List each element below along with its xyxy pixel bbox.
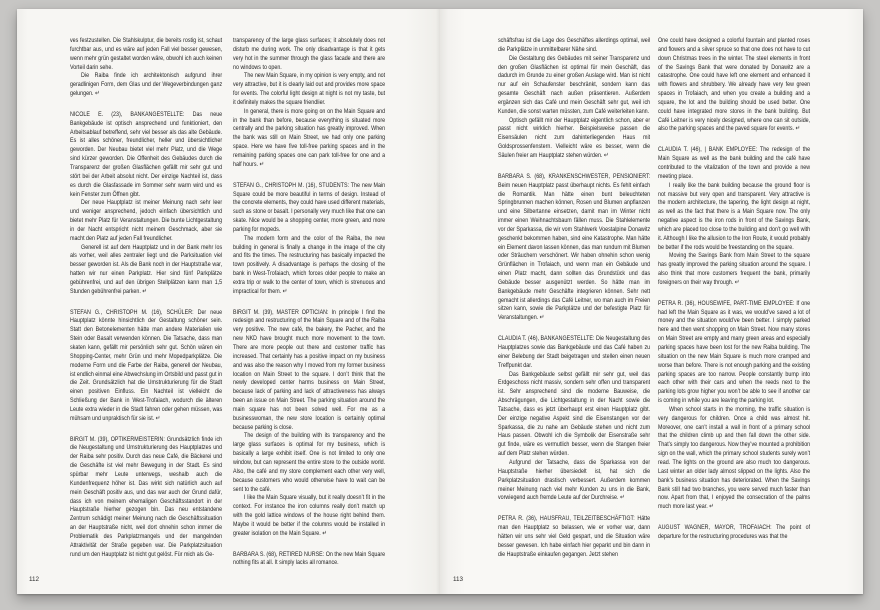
paragraph: schäftsfrau ist die Lage des Geschäftes allerdings optimal, weil die Parkplätze in unmittelbarer Nähe sind. [498, 37, 651, 53]
paragraph: AUGUST WAGNER, MAYOR, TROFAIACH: The point of departure for the restructuring procedures was that the [658, 524, 811, 540]
paragraph: Moving the Savings Bank from Main Street to the square has greatly improved the parking situation around the square. I also think that more customers frequent the bank, primarily foreigners on their way through. ↵ [658, 252, 811, 286]
text-column-english-right [658, 37, 810, 578]
paragraph: The new Main Square, in my opinion is very empty, and not very attractive, but it is clearly laid out and provides more space for events. The colorful light design at night is not my taste, but it definitely makes the square friendlier. [233, 72, 386, 106]
page-113 [440, 9, 863, 594]
paragraph: Das Bankgebäude selbst gefällt mir sehr gut, weil das Erdgeschoss nicht massiv, sondern sehr offen und transparent ist. Sehr ansprechend sind die moderne Bauweise, die Abschrägungen, die Lichtgestaltung in der Nacht sowie die Tatsache, dass es jetzt überhaupt erst einen Hauptplatz gibt. Der einzige negative Aspekt sind die Eisenstangen vor der Sparkassa, die zu nahe am Gebäude stehen und nicht zum Haus passen. Obwohl ich die Symbolik der Eisenstraße sehr gut finde, wäre es vermutlich besser, wenn die Stangen freier auf dem Platz stehen würden. [498, 370, 651, 458]
paragraph: STEFAN G., CHRISTOPH M. (16), STUDENTS: The new Main Square could be more beautiful in terms of design. Instead of the concrete elements, they could have used different materials, such as stone or basalt. I personally very much like that one can skate. Nice would be a shopping center, more green, and more parking for mopeds. [233, 181, 386, 233]
text-column-german-left [70, 37, 222, 578]
page-number-left: 112 [29, 576, 40, 583]
paragraph: ves festzustellen. Die Stahlskulptur, die bereits rostig ist, schaut furchtbar aus, und es wäre auf jeden Fall viel besser gewesen, wenn mehr grün gestaltet worden wäre, obwohl ich auch keinen Vorteil darin sehe. [70, 37, 223, 71]
paragraph: BARBARA S. (68), RETIRED NURSE: On the new Main Square nothing fits at all. It simply lacks all romance. [233, 550, 386, 567]
text-column-english-left [233, 37, 385, 578]
paragraph: PETRA R. (36), HAUSFRAU, TEILZEITBESCHÄFTIGT: Hätte man den Hauptplatz so belassen, wie er vorher war, dann hätten wir uns sehr viel Geld gespart, und die Situation wäre besser gewesen. Ich habe einfach hier geparkt und bin dann in die Hauptstraße einkaufen gegangen. Jetzt stehen [498, 515, 651, 558]
paragraph: CLAUDIA T. (46), | BANK EMPLOYEE: The redesign of the Main Square as well as the bank building and the café have contributed to the vitalization of the town and provide a new meeting place. [658, 146, 811, 180]
paragraph: In general, there is more going on on the Main Square and in the bank than before, because everything is situated more centrally and the parking situation has greatly improved. When the bank was still on Main Street, we had only one parking space. Here we have five toll-free parking spaces and in the remaining parking spaces one can park toll-free for one and a half hours. ↵ [233, 107, 386, 168]
paragraph: Generell ist auf dem Hauptplatz und in der Bank mehr los als vorher, weil alles zentraler liegt und die Parksituation viel besser geworden ist. Als die Bank noch in der Hauptstraße war, hatten wir nur einen Parkplatz. Hier sind fünf Parkplätze gebührenfrei, und auf den übrigen Stellplätzen kann man 1,5 Stunden gebührenfrei parken. ↵ [70, 243, 223, 295]
paragraph: PETRA R. (36), HOUSEWIFE, PART-TIME EMPLOYEE: If one had left the Main Square as it was, we would’ve saved a lot of money and the situation would’ve been better. I simply parked here and then went shopping on Main Street. Now many stores on Main Street are empty and many green areas and especially parking spaces have been lost for the new Raiba building. The situation on the new Main Square is much more cramped and worse than before. There is not enough parking and the existing parking spaces are too narrow. People constantly bump into each other with their cars and when the reeds next to the parking lots grow higher you won’t be able to see if another car is coming in while you are leaving the parking lot. [658, 299, 811, 405]
paragraph: Aufgrund der Tatsache, dass die Sparkassa von der Hauptstraße hierher übersiedelt ist, hat sich die Parkplatzsituation drastisch verbessert. Außerdem kommen meiner Meinung nach viel mehr Kunden zu uns in die Bank, vorwiegend auch fremde Leute auf der Durchreise. ↵ [498, 458, 651, 502]
paragraph: One could have designed a colorful fountain and planted roses and flowers and a silver spruce so that one does not have to cut down Christmas trees in the winter. The steel elements in front of the Savings Bank that were donated by Donawitz are a catastrophe. One could have left one element and enhanced it with flowers and shrubbery. We already have very few green spaces in Trofaiach, and when you create a building and a square, the lot and the building should be used better. One could have integrated more stores in the bank building. But Café Leitner is very nicely designed, where one can sit outside, also the parking spaces and the paved square for events. ↵ [658, 37, 811, 133]
paragraph: transparency of the large glass surfaces; it absolutely does not disturb me during work. The only disadvantage is that it gets very hot in the summer through the glass facade and there are no windows to open. [233, 37, 386, 71]
page-112 [17, 9, 440, 594]
paragraph: I really like the bank building because the ground floor is not massive but very open and transparent. Very attractive is the modern architecture, the tapering, the light design at night, as well as the fact that there is a Main Square now. The only negative aspect is the iron rods in front of the Savings Bank, which are placed too close to the building and don’t go well with it. Although I like the allusion to the Iron Route, it would probably be better if the rods would be freestanding on the square. [658, 181, 811, 251]
paragraph: Die Raiba finde ich architektonisch aufgrund ihrer geradlinigen Form, dem Glas und der Wegeverbindungen ganz gelungen. ↵ [70, 72, 223, 98]
paragraph: NICOLE E. (23), BANKANGESTELLTE: Das neue Bankgebäude ist optisch ansprechend und funktioniert, den Arbeitsablauf betreffend, sehr viel besser als das alte Gebäude. Es ist alles schöner, freundlicher, heller und übersichtlicher geworden. Der Neubau bietet viel mehr Platz, und die Wege sind kürzer geworden. Die Offenheit des Gebäudes durch die Transparenz der großen Glasflächen gefällt mir sehr gut und stört bei der Arbeit absolut nicht. Der einzige Nachteil ist, dass es durch die Glasfassade im Sommer sehr warm wird und es kein Fenster zum Öffnen gibt. [70, 110, 223, 198]
open-book [17, 9, 863, 594]
page-number-right: 113 [453, 576, 464, 583]
paragraph: BARBARA S. (68), KRANKENSCHWESTER, PENSIONIERT: Beim neuen Hauptplatz passt überhaupt nichts. Es fehlt einfach die Romantik. Man hätte einen bunt beleuchteten Springbrunnen machen können, Rosen und Blumen anpflanzen und eine Silbertanne einsetzen, damit man im Winter nicht immer einen Weihnachtsbaum fällen muss. Die Stahlelemente vor der Sparkassa, die wir vom Stahlwerk Voestalpine Donawitz geschenkt bekommen haben, sind eine Katastrophe. Man hätte ein Element davon lassen können, das man rundum mit Blumen oder Sträuchern verschönert. Wir haben ohnehin schon wenig Grünflächen in Trofaiach, und wenn man ein Gebäude und einen Platz macht, dann sollten das Grundstück und das Gebäude besser ausgenützt werden. So hätte man im Bankgebäude mehr Geschäfte integrieren können. Sehr nett gemacht ist allerdings das Café Leitner, wo man auch im Freien sitzen kann, sowie die Parkplätze und der befestigte Platz für Veranstaltungen. ↵ [498, 172, 651, 322]
paragraph: BIRGIT M. (39), OPTIKERMEISTERIN: Grundsätzlich finde ich die Neugestaltung und Umstrukturierung des Hauptplatzes und der Raiba sehr positiv. Durch das neue Café, die Bäckerei und die Geschäfte ist viel mehr Bewegung in der Stadt. Es sind spürbar mehr Leute unterwegs, weshalb auch die Kundenfrequenz höher ist. Das wirkt sich natürlich auch auf mein Geschäft positiv aus, und das war auch der Grund dafür, dass ich von meinem ehemaligen Geschäftsstandort in der Hauptstraße hierher gezogen bin. Das neu entstandene Zentrum schädigt meiner Meinung nach die Geschäftssituation an der Hauptstraße nicht, weil dort ohnehin schon immer die Problematik des Parkplatzmangels und der mangelnden Attraktivität der Straße gegeben war. Die Parkplatzsituation rund um den Hauptplatz ist nicht gut gelöst. Für mich als Ge- [70, 435, 223, 558]
paragraph: BIRGIT M. (39), MASTER OPTICIAN: In principle I find the redesign and restructuring of the Main Square and of the Raiba very positive. The new café, the bakery, the Pacher, and the new NKD have brought much more movement to the town. There are more people out there and customer traffic has increased. That certainly has a positive impact on my business and was also the reason why I moved from my former business location on Main Street to the square. I don’t think that the newly developed center harms business on Main Street, because lack of parking and lack of attractiveness has always been an issue on Main Street. The parking situation around the main square has not been solved well. For me as a businesswoman, the new store location is certainly optimal because parking is close. [233, 308, 386, 431]
paragraph: The modern form and the color of the Raiba, the new building in general is finally a change in the image of the city and fits the times. The restructuring has basically impacted the town positively. A disadvantage is perhaps the closing of the bank in West-Trofaiach, which forces older people to make an extra trip or walk to the center of town, which is strenuous and impractical for them. ↵ [233, 234, 386, 295]
paragraph: Die Gestaltung des Gebäudes mit seiner Transparenz und den großen Glasflächen ist optimal für mein Geschäft, das dadurch im Grunde zu einer großen Auslage wird. Man ist nicht nur auf ein Schaufenster beschränkt, sondern kann das gesamte Geschäft nach außen präsentieren. Außerdem ergänzen sich das Café und mein Geschäft sehr gut, weil ich Kunden, die sonst warten müssten, zum Café weiterleiten kann. [498, 54, 651, 115]
paragraph: Der neue Hauptplatz ist meiner Meinung nach sehr leer und weniger ansprechend, jedoch einfach übersichtlich und bietet mehr Platz für Veranstaltungen. Die bunte Lichtgestaltung in der Nacht entspricht nicht meinem Geschmack, aber sie macht den Platz auf jeden Fall freundlicher. [70, 199, 223, 242]
paragraph: Optisch gefällt mir der Hauptplatz eigentlich schon, aber er passt nicht wirklich hierher. Beispielsweise passen die Eisensäulen nicht zum dahinterliegenden Haus mit Goldsprossenfenstern. Vielleicht wäre es besser, wenn die Säulen freier am Hauptplatz stehen würden. ↵ [498, 116, 651, 159]
paragraph: The design of the building with its transparency and the large glass surfaces is optimal for my business, which is basically a large exhibit itself. One is not limited to only one window, but can represent the entire store to the outside world. Also, the café and my store complement each other very well, because customers who would otherwise have to wait can be sent to the café. [233, 432, 386, 493]
paragraph: When school starts in the morning, the traffic situation is very dangerous for children. Once a child was almost hit. Moreover, one can’t install a wall in front of a primary school that the children climb up and then fall down the other side. That’s simply too dangerous. Now they’ve mounted a prohibition sign on the wall, which the primary school students surely won’t read. The lights on the ground are also much too dangerous. Last winter an older lady almost slipped on the lights. Also the bank’s business situation has deteriorated. When the Savings Bank still had two branches, you were served much faster than now. Apart from that, I enjoyed the consecration of the palms much more last year. ↵ [658, 405, 811, 511]
paragraph: CLAUDIA T. (46), BANKANGESTELLTE: Die Neugestaltung des Hauptplatzes sowie das Bankgebäude und das Café haben zu einer Belebung der Stadt beigetragen und stellen einen neuen Treffpunkt dar. [498, 335, 651, 369]
paragraph: I like the Main Square visually, but it really doesn’t fit in the context. For instance the iron columns really don’t match up with the gold lattice windows of the house right behind them. Maybe it would be better if the columns would be installed in greater isolation on the Main Square. ↵ [233, 494, 386, 537]
paragraph: STEFAN G., CHRISTOPH M. (16), SCHÜLER: Der neue Hauptplatz könnte hinsichtlich der Gestaltung schöner sein. Statt den Betonelementen hätte man andere Materialien wie Stein oder Basalt verwenden können. Die Tatsache, dass man skaten kann, gefällt mir persönlich sehr gut. Schön wären ein Shopping-Center, mehr Grün und mehr Mopedparkplätze. Die moderne Form und die Farbe der Raiba, generell der Neubau, ist endlich einmal eine Abwechslung im Ortsbild und passt gut in die Zeit. Grundsätzlich hat die Umstrukturierung für die Stadt einen positiven Einfluss. Ein Nachteil ist vielleicht die Schließung der Bank in West-Trofaiach, wodurch die älteren Leute extra wieder in die Stadt fahren oder gehen müssen, was mühsam und unpraktisch für sie ist. ↵ [70, 308, 223, 422]
text-column-german-right [498, 37, 650, 578]
